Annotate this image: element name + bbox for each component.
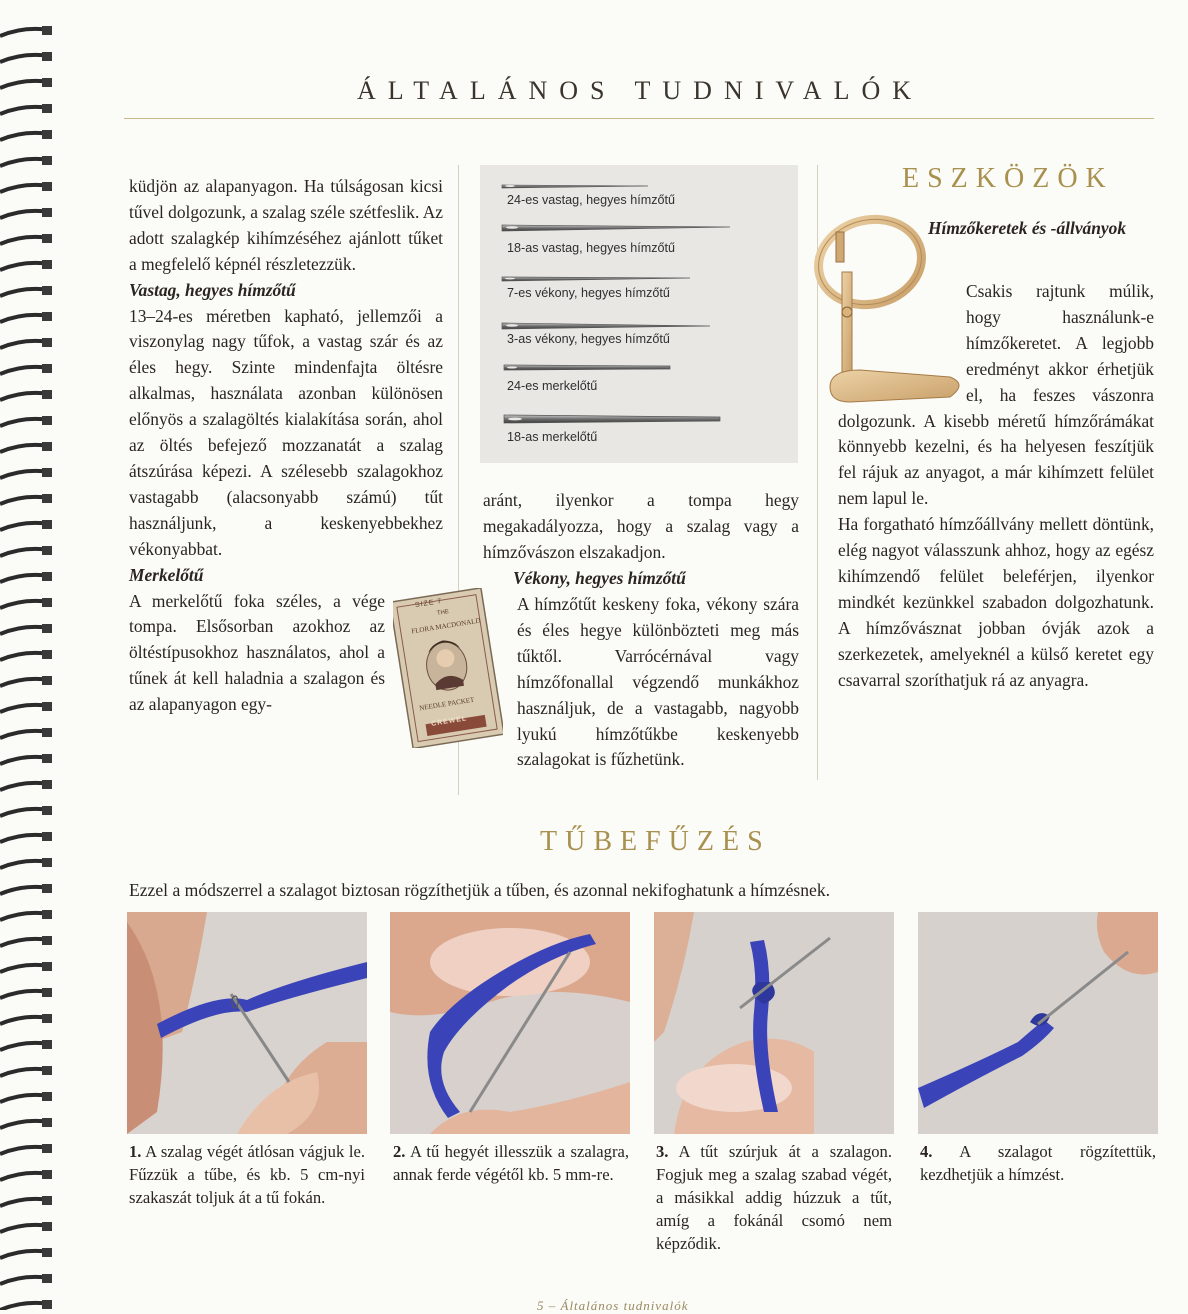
binding-hole: [42, 78, 52, 87]
needles-illustration: [480, 165, 798, 463]
step-text: A tűt szúrjuk át a szalagon. Fogjuk meg a szalag szabad végét, a másikkal addig húzzuk a tűt, amíg a fokánál csomó nem képződik.: [656, 1142, 892, 1253]
binding-hole: [42, 468, 52, 477]
step-caption-4: [920, 1140, 1156, 1186]
binding-hole: [42, 156, 52, 165]
column-2: [483, 488, 799, 592]
binding-hole: [42, 624, 52, 633]
binding-hole: [42, 598, 52, 607]
paragraph: küdjön az alapanyagon. Ha túlságosan kicsi tűvel dolgozunk, a szalag széle szétfeslik. Az adott szalagkép kihímzéséhez ajánlott tűket a megfelelő képnél részletezzük.: [129, 176, 443, 274]
step-photo-2: [390, 912, 630, 1134]
section-title-tubefuzes: TŰBEFŰZÉS: [540, 826, 771, 857]
step-photo-4: [918, 912, 1158, 1134]
binding-hole: [42, 546, 52, 555]
column-3: [838, 216, 1154, 242]
float-spacer: [838, 279, 966, 407]
binding-hole: [42, 312, 52, 321]
binding-hole: [42, 1118, 52, 1127]
packet-crewel: CREWEL: [430, 715, 468, 728]
step-number: 3.: [656, 1142, 669, 1161]
binding-hole: [42, 1092, 52, 1101]
column-2-wrapped: [483, 592, 799, 773]
binding-hole: [42, 104, 52, 113]
binding-hole: [42, 832, 52, 841]
step-caption-1: [129, 1140, 365, 1209]
needle-label: 24-es vastag, hegyes hímzőtű: [507, 193, 676, 207]
column-3-body: [838, 279, 1154, 694]
paragraph: A merkelőtű foka széles, a vége tompa. Elsősorban azokhoz az öltéstípusokhoz használatos, ahol a tűnek át kell haladnia a szalagon és az alapanyagon egy-: [129, 590, 385, 715]
binding-hole: [42, 1248, 52, 1257]
packet-the: THE: [436, 609, 450, 617]
needle-label: 24-es merkelőtű: [507, 379, 598, 393]
subheading-vastag: Vastag, hegyes hímzőtű: [129, 279, 296, 300]
binding-hole: [42, 910, 52, 919]
spiral-binding: [0, 0, 58, 1310]
binding-hole: [42, 494, 52, 503]
binding-hole: [42, 390, 52, 399]
step-photo-1: [127, 912, 367, 1134]
binding-hole: [42, 988, 52, 997]
packet-brand: FLORA MACDONALD: [410, 616, 482, 636]
threading-intro: Ezzel a módszerrel a szalagot biztosan rögzíthetjük a tűben, és azonnal nekifoghatunk a hímzésnek.: [129, 880, 831, 900]
binding-hole: [42, 442, 52, 451]
binding-hole: [42, 130, 52, 139]
binding-hole: [42, 520, 52, 529]
needle-label: 3-as vékony, hegyes hímzőtű: [507, 332, 670, 346]
needle-label: 18-as vastag, hegyes hímzőtű: [507, 241, 676, 255]
step-text: A szalagot rögzítettük, kezdhetjük a hímzést.: [920, 1142, 1156, 1184]
binding-hole: [42, 286, 52, 295]
binding-hole: [42, 1222, 52, 1231]
subheading-merkelo: Merkelőtű: [129, 564, 204, 585]
binding-hole: [42, 676, 52, 685]
binding-hole: [42, 962, 52, 971]
binding-hole: [42, 1170, 52, 1179]
needle-label: 7-es vékony, hegyes hímzőtű: [507, 286, 670, 300]
binding-hole: [42, 208, 52, 217]
binding-hole: [42, 1040, 52, 1049]
binding-hole: [42, 1274, 52, 1283]
paragraph: 13–24-es méretben kapható, jellemzői a viszonylag nagy tűfok, a vastag szár és az éles hegy. Szinte mindenfajta öltésre alkalmas, használata azonban különösen előnyös a szalagöltés kialakítása során, ahol az öltés befejező mozzanatát a szalag átszúrása képezi. A szélesebb szalagokhoz vastagabb (alacsonyabb számú) tűt használjunk, a keskenyebbekhez vékonyabbat.: [129, 305, 443, 559]
subheading-vekony: Vékony, hegyes hímzőtű: [513, 567, 686, 588]
page-header-title: ÁLTALÁNOS TUDNIVALÓK: [356, 76, 924, 105]
binding-hole: [42, 1014, 52, 1023]
subheading-himzokeretek: Hímzőkeretek és -állványok: [928, 218, 1127, 238]
binding-hole: [42, 234, 52, 243]
binding-hole: [42, 572, 52, 581]
paragraph: A hímzőtűt keskeny foka, vékony szára és éles hegye különbözteti meg más tűktől. Varrócérnával vagy hímzőfonallal végzendő munkákhoz használjuk, de a vastagabb, nagyobb lyukú hímzőtűkbe keskenyebb szalagokat is fűzhetünk.: [517, 594, 799, 770]
paragraph: Ha forgatható hímzőállvány mellett döntünk, elég nagyot válasszunk ahhoz, hogy az egész kihímzendő felület beleférjen, ilyenkor mindkét kezünkkel szabadon dolgozhatunk. A hímzővásznat jobban óvják azok a szerkezetek, amelyeknél a külső keretet egy csavarral szoríthatjuk rá az anyagra.: [838, 514, 1154, 690]
binding-hole: [42, 1066, 52, 1075]
binding-hole: [42, 416, 52, 425]
section-title-eszkozok: ESZKÖZÖK: [902, 163, 1114, 194]
binding-hole: [42, 702, 52, 711]
step-caption-2: [393, 1140, 629, 1186]
needle-label: 18-as merkelőtű: [507, 430, 598, 444]
binding-hole: [42, 936, 52, 945]
binding-hole: [42, 52, 52, 61]
needle-packet-image: [393, 588, 503, 748]
step-photo-3: [654, 912, 894, 1134]
binding-hole: [42, 858, 52, 867]
binding-hole: [42, 1144, 52, 1153]
binding-hole: [42, 728, 52, 737]
step-text: A szalag végét átlósan vágjuk le. Fűzzük a tűbe, és kb. 5 cm-nyi szakaszát toljuk át a tű fokán.: [129, 1142, 365, 1207]
page-footer: 5 – Általános tudnivalók: [537, 1298, 689, 1313]
binding-hole: [42, 182, 52, 191]
binding-hole: [42, 364, 52, 373]
header-rule: [124, 118, 1154, 119]
binding-hole: [42, 884, 52, 893]
packet-size: SIZE 7: [414, 597, 443, 610]
binding-hole: [42, 1196, 52, 1205]
step-text: A tű hegyét illesszük a szalagra, annak ferde végétől kb. 5 mm-re.: [393, 1142, 630, 1184]
binding-hole: [42, 650, 52, 659]
binding-hole: [42, 260, 52, 269]
needles-photo: [480, 165, 798, 463]
step-number: 4.: [920, 1142, 933, 1161]
binding-hole: [42, 1300, 52, 1309]
binding-hole: [42, 806, 52, 815]
binding-hole: [42, 754, 52, 763]
step-number: 1.: [129, 1142, 142, 1161]
paragraph: Csakis rajtunk múlik, hogy használunk-e hímzőkeretet. A legjobb eredményt akkor érhetjük el, ha feszes vászonra dolgozunk. A kisebb méretű hímzőrámákat könnyebb kezelni, és ha helyesen feszítjük fel rájuk az anyagot, a már kihímzett felület nem lapul le.: [838, 281, 1154, 509]
binding-hole: [42, 26, 52, 35]
step-caption-3: [656, 1140, 892, 1255]
step-number: 2.: [393, 1142, 406, 1161]
binding-hole: [42, 338, 52, 347]
binding-hole: [42, 780, 52, 789]
packet-needle-packet: NEEDLE PACKET: [418, 695, 475, 713]
paragraph: aránt, ilyenkor a tompa hegy megakadályozza, hogy a szalag vagy a hímzővászon elszakadjon.: [483, 490, 799, 562]
